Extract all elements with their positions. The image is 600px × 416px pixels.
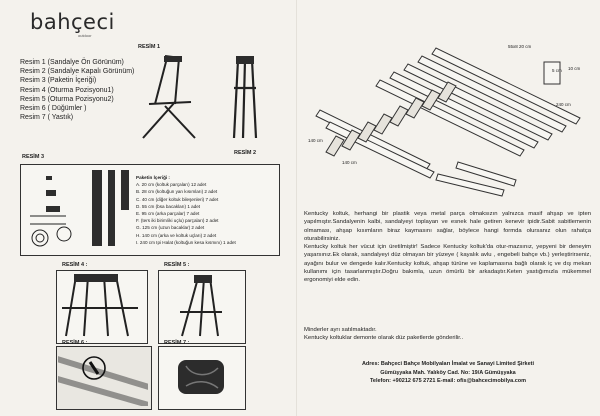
note-line: Kentucky koltuklar demonte olarak düz paketlerde gönderilir.. [304, 335, 464, 342]
dim-top-right: 10 cm [568, 66, 581, 71]
list-item: A. 20 cm (koltuk parçaları) 12 adet [136, 182, 207, 188]
dim-right: 240 cm [556, 102, 571, 107]
dim-left: 140 cm [308, 138, 323, 143]
figure-6-label: RESİM 6 : [62, 340, 88, 346]
list-item: Resim 3 (Paketin İçeriği) [20, 77, 97, 85]
chair-front-drawing [135, 52, 205, 142]
list-item: I. 240 cm Ipi Halat (koltuğun kesa kısmını) 1 adet [136, 239, 236, 245]
figure-2-label: RESİM 2 [234, 150, 257, 156]
list-item: Resim 1 (Sandalye Ön Görünüm) [20, 59, 124, 66]
cushion-photo [162, 352, 240, 404]
figure-7-label: RESİM 7 : [164, 340, 190, 346]
list-item: C. 40 cm (diğer koltuk bileşenleri) 7 adet [136, 196, 219, 202]
list-item: B. 28 cm (koltuğun yan kısımları) 2 adet [136, 189, 218, 195]
package-parts-drawing [26, 168, 134, 252]
chair-closed-drawing [228, 52, 262, 142]
product-description [304, 210, 591, 285]
figure-5-label: RESİM 5 : [164, 262, 190, 268]
figure-1-label: RESİM 1 [138, 44, 161, 50]
list-item: H. 140 cm (arka ve koltuk uçları) 2 adet [136, 232, 217, 238]
paragraph: Kentucky koltuk her vücut için üretilmiştir! Sadece Kentucky koltuk'da otur-mazsınız, yepyeni bir deneyim yaşarsınız.Ek olarak, sandalyeyi düz olmayan bir yüzeye ( kayalık avlu , engebeli bahçe vb.) yerleştirirseniz, ayağını bulur ve dengede kalır.Kentucky koltuk, ahşap türüne ve kaplamasına bağlı olarak iç ve dış mekan kullanımı için tasarlanmıştır.Doğru bakımla, uzun ömürlü bir arkadaştır.Keten yastığımızla mükemmel ergonomiyi elde edin. [304, 244, 591, 284]
figure-3-label: RESİM 3 [22, 154, 45, 160]
assembly-diagram [306, 38, 596, 202]
list-item: E. 95 cm (arka parçalar) 7 adet [136, 211, 200, 217]
dim-small: 5 cm [552, 68, 562, 73]
note-line: Minderler ayrı satılmaktadır. [304, 327, 377, 333]
address-line: Adres: Bahçeci Bahçe Mobilyaları İmalat ve Sanayi Limited Şirketi [361, 361, 535, 367]
page-divider [296, 0, 297, 416]
company-address [300, 360, 596, 386]
seating-position-2-drawing [160, 272, 242, 340]
package-contents-list [136, 174, 236, 246]
knots-photo [58, 348, 148, 406]
brand-tagline: outdoor [78, 33, 92, 38]
list-item: G. 125 cm (uzun bacaklar) 2 adet [136, 225, 205, 231]
list-item: Resim 5 (Oturma Pozisyonu2) [20, 95, 114, 103]
package-heading: Paketin İçeriği : [136, 175, 170, 180]
seating-position-1-drawing [58, 272, 144, 340]
list-item: D. 55 cm (bsa bacakları) 1 adet [136, 203, 201, 209]
dim-top: 55x8 20 cm [508, 44, 532, 49]
figure-4-label: RESİM 4 : [62, 262, 88, 268]
list-item: F. (ters iki birim/iki uçlu) parçaları) 2 adet [136, 218, 219, 224]
paragraph: Kentucky koltuk, herhangi bir plastik veya metal parça olmaksızın yalnızca masif ahşap ve ipten yapılmıştır.Sandalyenin kalbi, sandalyeyi toplayan ve esnek hale getiren kenevir ipidir.Sabit sabitlemenin olmaması, ahşap kısımların biraz kaymasını sağlar, böylece hangi formda olursanız olun rahatça oturabilirsiniz. [304, 211, 591, 242]
list-item: Resim 4 (Oturma Pozisyonu1) [20, 86, 114, 94]
figure-list [20, 58, 134, 122]
brand-logo: bahçeci [30, 10, 115, 34]
list-item: Resim 6 ( Düğümler ) [20, 105, 87, 113]
address-line: Gümüşyaka Mah. Yalıköy Cad. No: 19/A Gümüşyaka [380, 369, 516, 376]
list-item: Resim 7 ( Yastık) [20, 114, 74, 122]
contact-line: Telefon: +90212 675 2721 E-mail: ofis@bahcecimobilya.com [369, 378, 527, 385]
dim-bottom: 140 cm [342, 160, 357, 165]
list-item: Resim 2 (Sandalye Kapalı Görünüm) [20, 68, 135, 76]
shipping-notes [304, 326, 591, 343]
